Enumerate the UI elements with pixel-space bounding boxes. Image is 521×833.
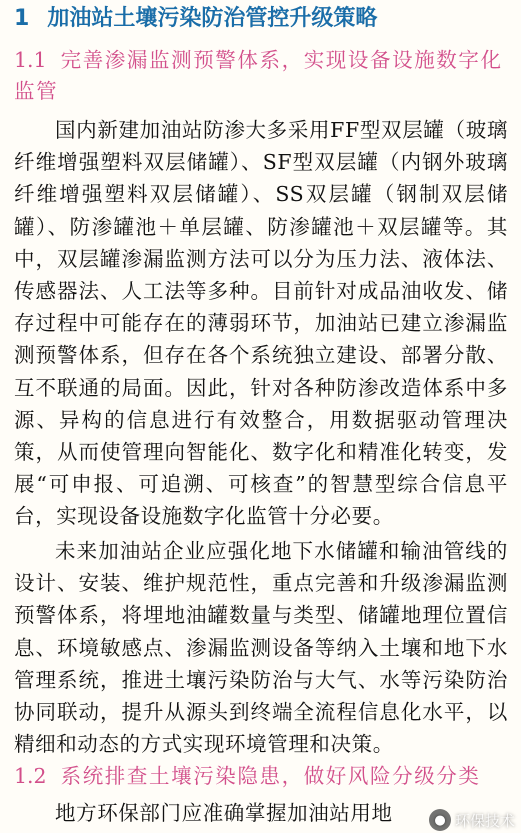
subsection-number: 1.1 <box>14 48 47 72</box>
body-paragraph-partial: 地方环保部门应准确掌握加油站用地 <box>55 801 393 825</box>
watermark-text: 环保技术 <box>454 811 515 830</box>
wechat-icon: ● <box>429 809 451 831</box>
subsection-title: 完善渗漏监测预警体系，实现设备设施数字化监管 <box>14 48 503 103</box>
subsection-heading <box>14 761 481 792</box>
section-heading <box>14 4 377 34</box>
subsection-heading <box>14 45 510 107</box>
subsection-title: 系统排查土壤污染隐患，做好风险分级分类 <box>60 764 481 788</box>
body-paragraph: 国内新建加油站防渗大多采用FF型双层罐（玻璃纤维增强塑料双层储罐）、SF型双层罐（内钢外玻璃纤维增强塑料双层储罐）、SS双层罐（钢制双层储罐）、防渗罐池＋单层罐、防渗罐池＋双层罐等。其中，双层罐渗漏监测方法可以分为压力法、液体法、传感器法、人工法等多种。目前针对成品油收发、储存过程中可能存在的薄弱环节，加油站已建立渗漏监测预警体系，但存在各个系统独立建设、部署分散、互不联通的局面。因此，针对各种防渗改造体系中多源、异构的信息进行有效整合，用数据驱动管理决策，从而使管理向智能化、数字化和精准化转变，发展“可申报、可追溯、可核查”的智慧型综合信息平台，实现设备设施数字化监管十分必要。 <box>14 118 508 529</box>
subsection-number: 1.2 <box>14 764 47 788</box>
body-paragraph: 未来加油站企业应强化地下水储罐和输油管线的设计、安装、维护规范性，重点完善和升级渗漏监测预警体系，将埋地油罐数量与类型、储罐地理位置信息、环境敏感点、渗漏监测设备等纳入土壤和地下水管理系统，推进土壤污染防治与大气、水等污染防治协同联动，提升从源头到终端全流程信息化水平，以精细和动态的方式实现环境管理和决策。 <box>14 539 508 757</box>
section-number: 1 <box>14 6 30 31</box>
watermark <box>429 809 515 831</box>
section-title: 加油站土壤污染防治管控升级策略 <box>47 6 378 31</box>
